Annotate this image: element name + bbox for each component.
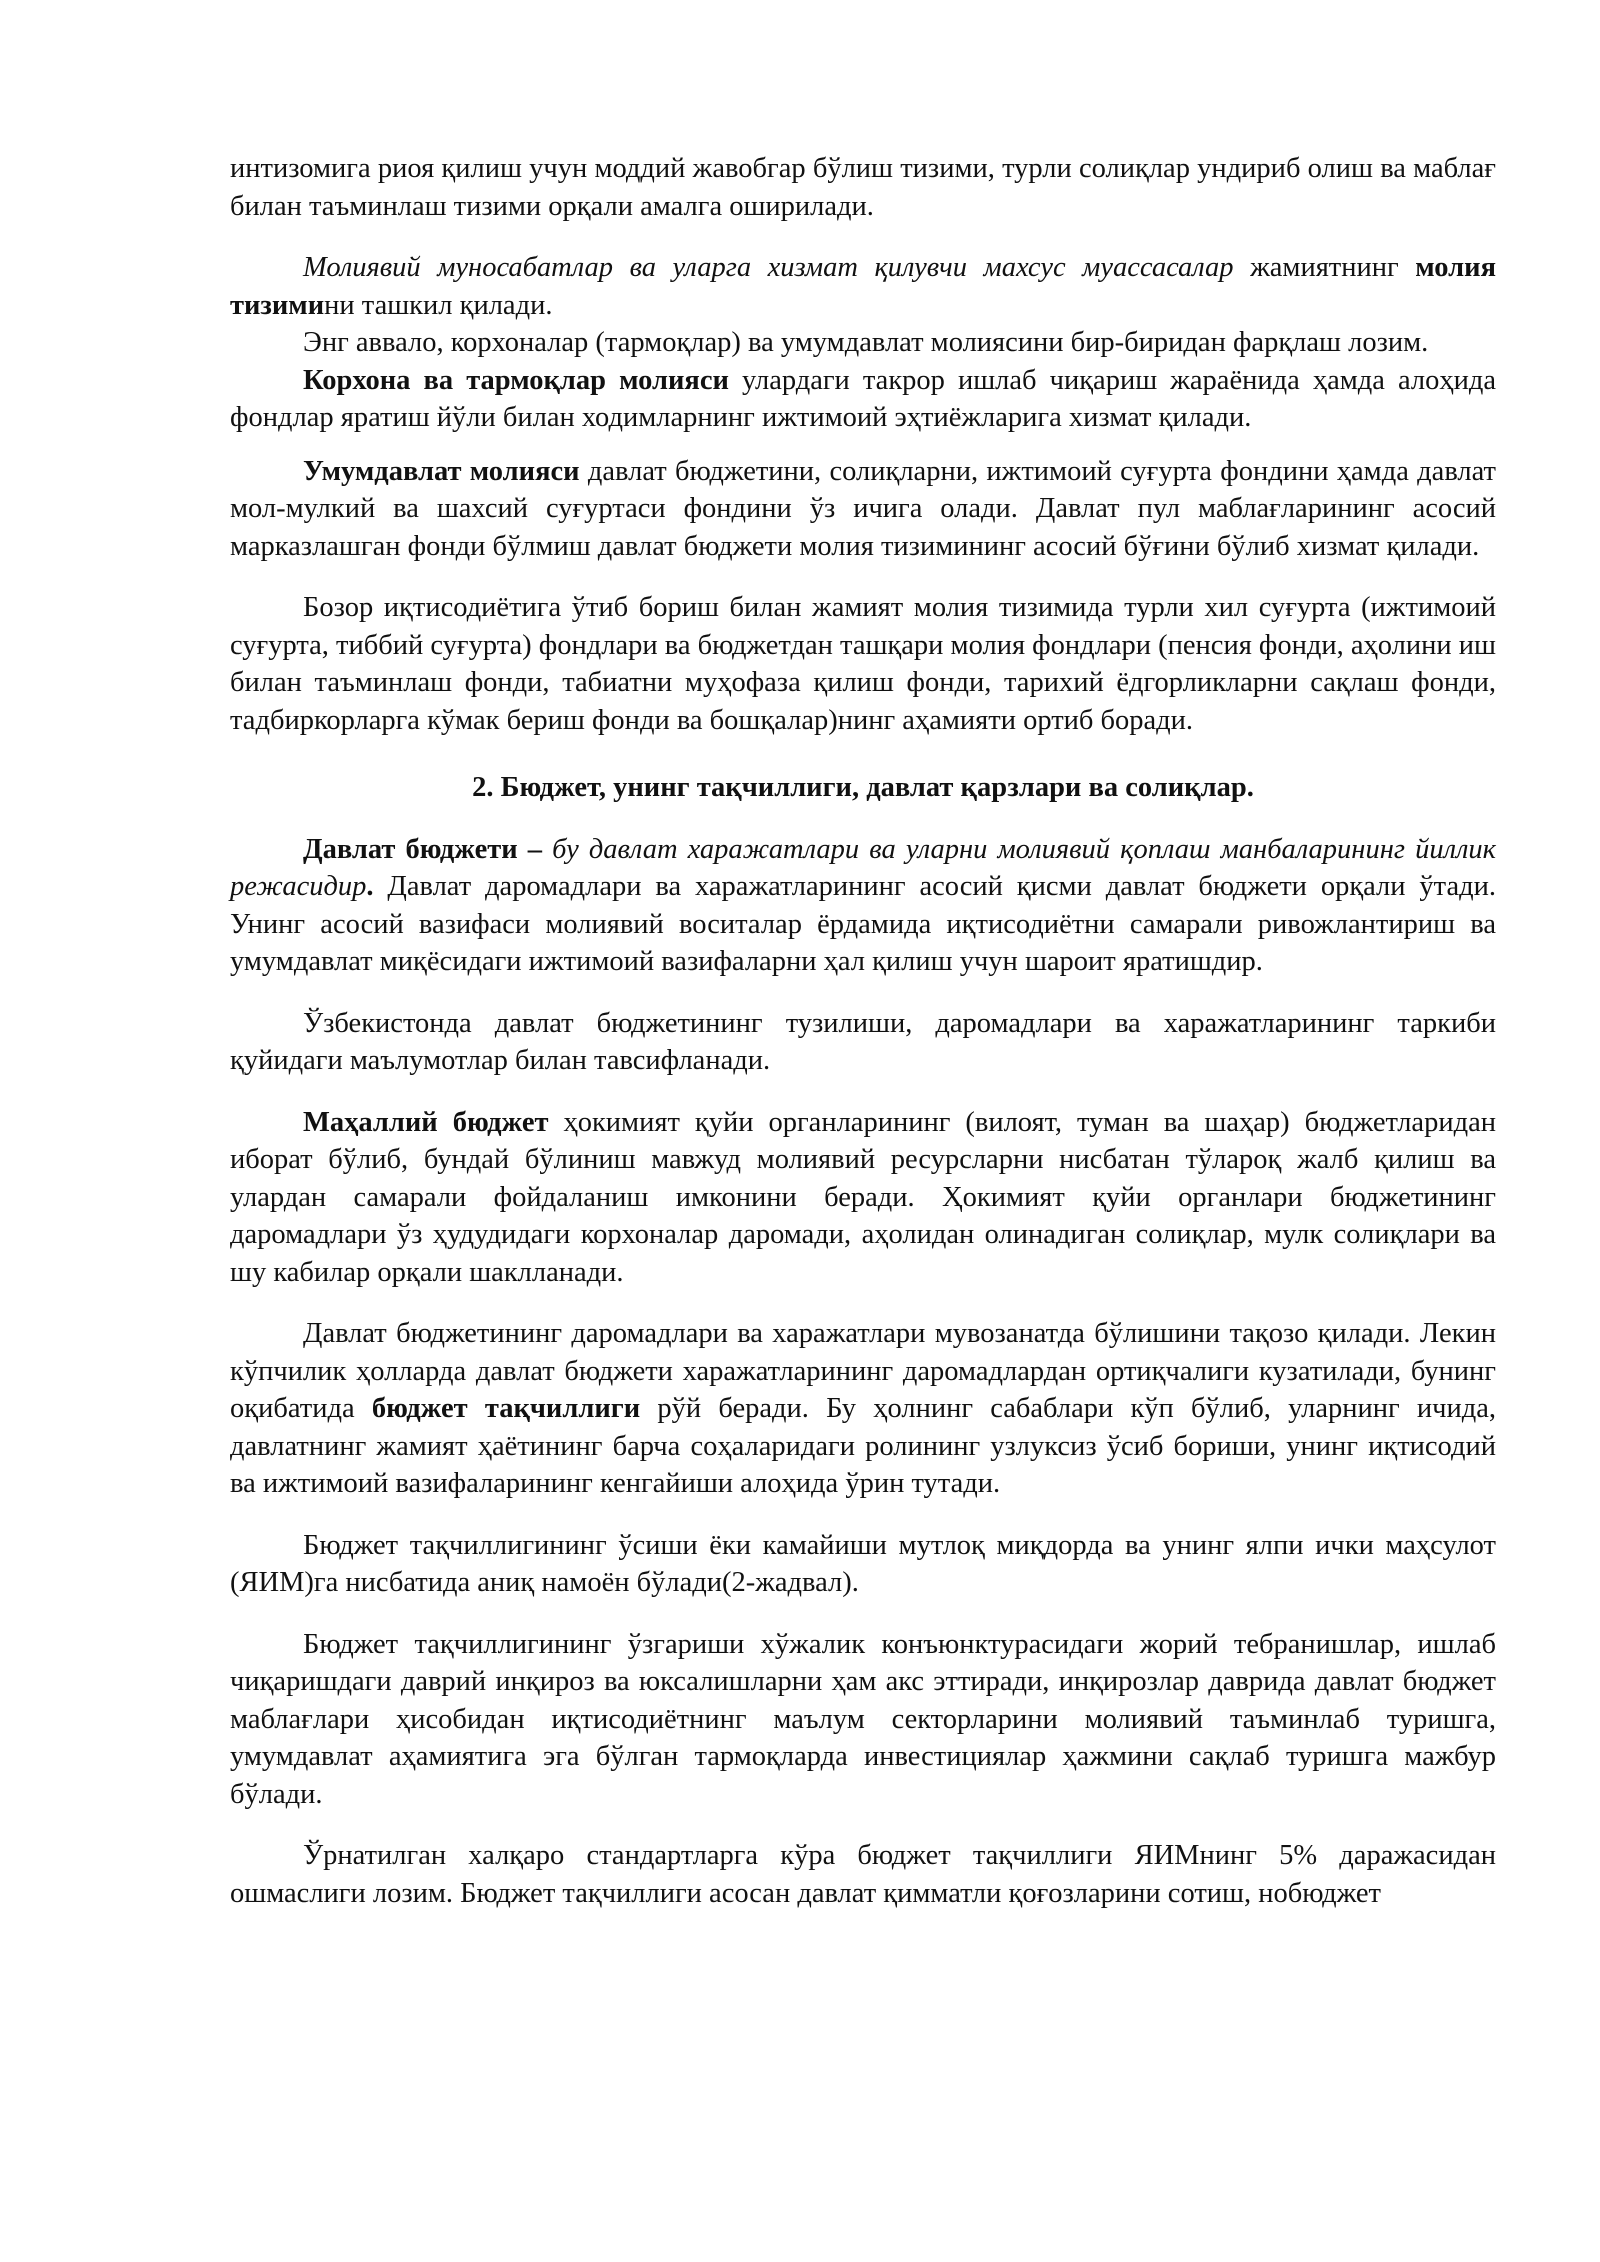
- paragraph-local-budget: [230, 1104, 1496, 1292]
- paragraph-enterprise-finance: [230, 362, 1496, 437]
- paragraph-deficit-growth: [230, 1527, 1496, 1602]
- paragraph-text: Давлат даромадлари ва харажатларининг асосий қисми давлат бюджети орқали ўтади. Унинг асосий вазифаси молиявий воситалар ёрдамида иқтисодиётни самарали ривожлантириш ва умумдавлат миқёсидаги ижтимоий вазифаларни ҳал қилиш учун шароит яратишдир.: [230, 871, 1496, 977]
- document-page: [230, 150, 1496, 1912]
- bold-term: Маҳаллий бюджет: [303, 1106, 549, 1138]
- paragraph-text: Давлат бюджетининг даромадлари ва харажатлари мувозанатда бўлишини тақозо қилади. Лекин кўпчилик ҳолларда давлат бюджети харажатларининг даромадлардан ортиқчалиги кузатилади, бунинг оқибатида: [230, 1318, 1496, 1424]
- paragraph-text: давлат бюджетини, солиқларни, ижтимоий суғурта фондини ҳамда давлат мол-мулкий ва шахсий суғуртаси фондини ўз ичига олади. Давлат пул маблағларининг асосий марказлашган фонди бўлмиш давлат бюджети молия тизимининг асосий бўғини бўлиб хизмат қилади.: [230, 455, 1497, 562]
- bold-term: Давлат бюджети –: [303, 833, 543, 865]
- paragraph-budget-deficit: [230, 1315, 1496, 1503]
- paragraph-text: Бозор иқтисодиётига ўтиб бориш билан жамият молия тизимида турли хил суғурта (ижтимоий суғурта, тиббий суғурта) фондлари ва бюджетдан ташқари молия фондлари (пенсия фонди, аҳолини иш билан таъминлаш фонди, табиатни муҳофаза қилиш фонди, тарихий ёдгорликларни сақлаш фонди, тадбиркорларга кўмак бериш фонди ва бошқалар)нинг аҳамияти ортиб боради.: [230, 592, 1496, 736]
- section-heading: 2. Бюджет, унинг тақчиллиги, давлат қарзлари ва солиқлар.: [472, 772, 1254, 803]
- paragraph-continuation: [230, 150, 1496, 225]
- italic-definition: бу давлат харажатлари ва уларни молиявий қоплаш манбаларининг йиллик режасидир: [230, 833, 1496, 902]
- paragraph-uzbekistan-budget: [230, 1005, 1496, 1080]
- paragraph-text: ни ташкил қилади.: [324, 289, 553, 321]
- paragraph-international-standards: [230, 1837, 1496, 1912]
- paragraph-text: Ўзбекистонда давлат бюджетининг тузилиши, даромадлари ва харажатларининг таркиби қуйидаги маълумотлар билан тавсифланади.: [230, 1007, 1496, 1076]
- paragraph-distinguish: [230, 324, 1496, 362]
- paragraph-state-budget: [230, 831, 1496, 981]
- bold-dot: .: [366, 871, 374, 902]
- bold-term: молия тизими: [230, 252, 1496, 321]
- paragraph-text: жамиятнинг: [1233, 252, 1416, 283]
- paragraph-state-finance: [230, 453, 1496, 566]
- paragraph-deficit-change: [230, 1626, 1496, 1814]
- bold-term: бюджет тақчиллиги: [371, 1393, 641, 1424]
- paragraph-financial-system: [230, 249, 1496, 324]
- italic-term: Молиявий муносабатлар ва уларга хизмат қилувчи махсус муассасалар: [303, 252, 1234, 283]
- paragraph-text: Ўрнатилган халқаро стандартларга кўра бюджет тақчиллиги ЯИМнинг 5% даражасидан ошмаслиги лозим. Бюджет тақчиллиги асосан давлат қимматли қоғозларини сотиш, нобюджет: [230, 1840, 1496, 1909]
- bold-term: Корхона ва тармоқлар молияси: [303, 364, 729, 396]
- paragraph-text: ҳокимият қуйи органларининг (вилоят, туман ва шаҳар) бюджетларидан иборат бўлиб, бундай бўлиниш мавжуд молиявий ресурсларни нисбатан тўлароқ жалб қилиш ва улардан самарали фойдаланиш имконини беради. Ҳокимият қуйи органлари бюджетининг даромадлари ўз ҳудудидаги корхоналар даромади, аҳолидан олинадиган солиқлар, мулк солиқлари ва шу кабилар орқали шаклланади.: [230, 1106, 1496, 1288]
- paragraph-text: Бюджет тақчиллигининг ўзгариши хўжалик конъюнктурасидаги жорий тебранишлар, ишлаб чиқаришдаги даврий инқироз ва юксалишларни ҳам акс эттиради, инқирозлар даврида давлат бюджет маблағлари ҳисобидан иқтисодиётнинг маълум секторларини молиявий таъминлаб туришга, умумдавлат аҳамиятига эга бўлган тармоқларда инвестициялар ҳажмини сақлаб туришга мажбур бўлади.: [230, 1628, 1496, 1810]
- paragraph-market-economy: [230, 589, 1496, 739]
- paragraph-text: интизомига риоя қилиш учун моддий жавобгар бўлиш тизими, турли солиқлар ундириб олиш ва маблағ билан таъминлаш тизими орқали амалга оширилади.: [230, 153, 1496, 222]
- paragraph-text: Энг аввало, корхоналар (тармоқлар) ва умумдавлат молиясини бир-биридан фарқлаш лозим.: [303, 327, 1429, 358]
- paragraph-text: рўй беради. Бу ҳолнинг сабаблари кўп бўлиб, уларнинг ичида, давлатнинг жамият ҳаётининг барча соҳаларидаги ролининг узлуксиз ўсиб бориши, унинг иқтисодий ва ижтимоий вазифаларининг кенгайиши алоҳида ўрин тутади.: [230, 1393, 1497, 1499]
- paragraph-text: улардаги такрор ишлаб чиқариш жараёнида ҳамда алоҳида фондлар яратиш йўли билан ходимларнинг ижтимоий эҳтиёжларига хизмат қилади.: [230, 364, 1497, 433]
- paragraph-text: Бюджет тақчиллигининг ўсиши ёки камайиши мутлоқ миқдорда ва унинг ялпи ички маҳсулот (ЯИМ)га нисбатида аниқ намоён бўлади(2-жадвал).: [230, 1529, 1496, 1598]
- bold-term: Умумдавлат молияси: [303, 455, 580, 487]
